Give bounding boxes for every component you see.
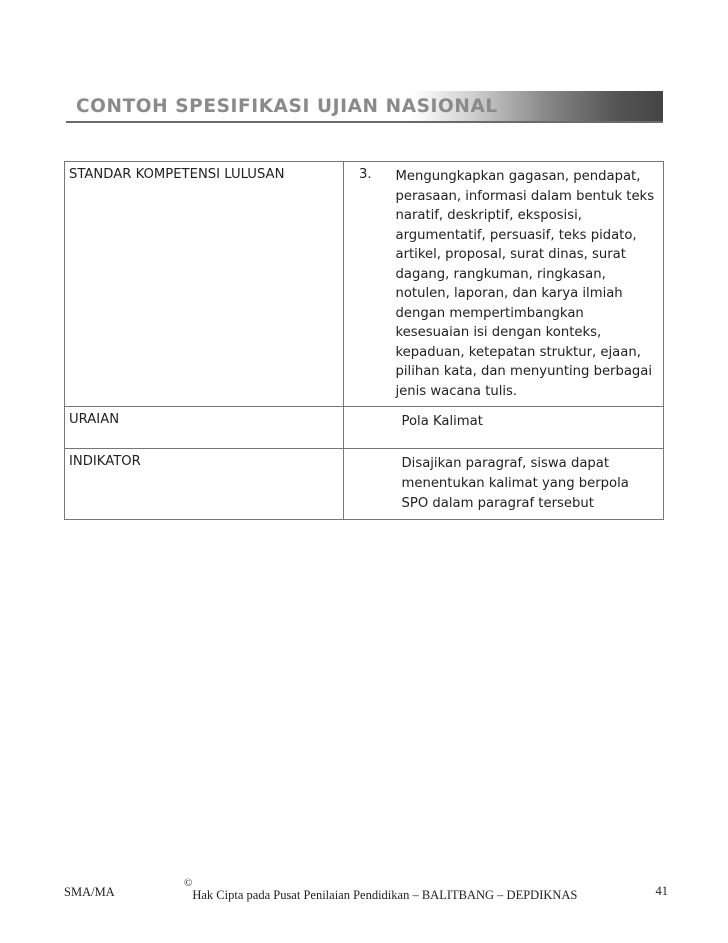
- row-label: INDIKATOR: [69, 454, 141, 469]
- row-text-cell: [392, 162, 664, 407]
- row-text: Mengungkapkan gagasan, pendapat, perasaan, informasi dalam bentuk teks naratif, deskriptif, eksposisi, argumentatif, persuasif, teks pidato, artikel, proposal, surat dinas, surat dagang, rangkuman, ringkasan, notulen, laporan, dan karya ilmiah dengan mempertimbangkan kesesuaian isi dengan konteks, kepaduan, ketepatan struktur, ejaan, pilihan kata, dan menyunting berbagai jenis wacana tulis.: [395, 169, 655, 399]
- row-label-cell: [65, 407, 344, 449]
- row-label: URAIAN: [69, 412, 120, 427]
- row-number-cell: [344, 162, 392, 407]
- row-text: Disajikan paragraf, siswa dapat menentukan kalimat yang berpola SPO dalam paragraf tersebut: [401, 456, 629, 511]
- row-text-cell: [392, 449, 664, 520]
- row-number-cell: [344, 449, 392, 520]
- row-label-cell: [65, 449, 344, 520]
- table-row-indikator: [65, 449, 664, 520]
- table-row-standar-kompetensi: [65, 162, 664, 407]
- footer-copyright: [184, 877, 578, 903]
- row-number-cell: [344, 407, 392, 449]
- page-title: CONTOH SPESIFIKASI UJIAN NASIONAL: [76, 96, 498, 117]
- page-number: 41: [655, 884, 668, 898]
- copyright-symbol: ©: [184, 877, 193, 889]
- title-banner: [66, 91, 663, 123]
- footer-copyright-text: Hak Cipta pada Pusat Penilaian Pendidikan – BALITBANG – DEPDIKNAS: [192, 888, 578, 903]
- row-text: Pola Kalimat: [401, 414, 483, 429]
- row-label: STANDAR KOMPETENSI LULUSAN: [69, 167, 285, 182]
- table-row-uraian: [65, 407, 664, 449]
- footer-school-level: SMA/MA: [64, 885, 115, 899]
- row-number: 3.: [359, 167, 372, 182]
- row-text-cell: [392, 407, 664, 449]
- specification-table: [64, 161, 664, 520]
- row-label-cell: [65, 162, 344, 407]
